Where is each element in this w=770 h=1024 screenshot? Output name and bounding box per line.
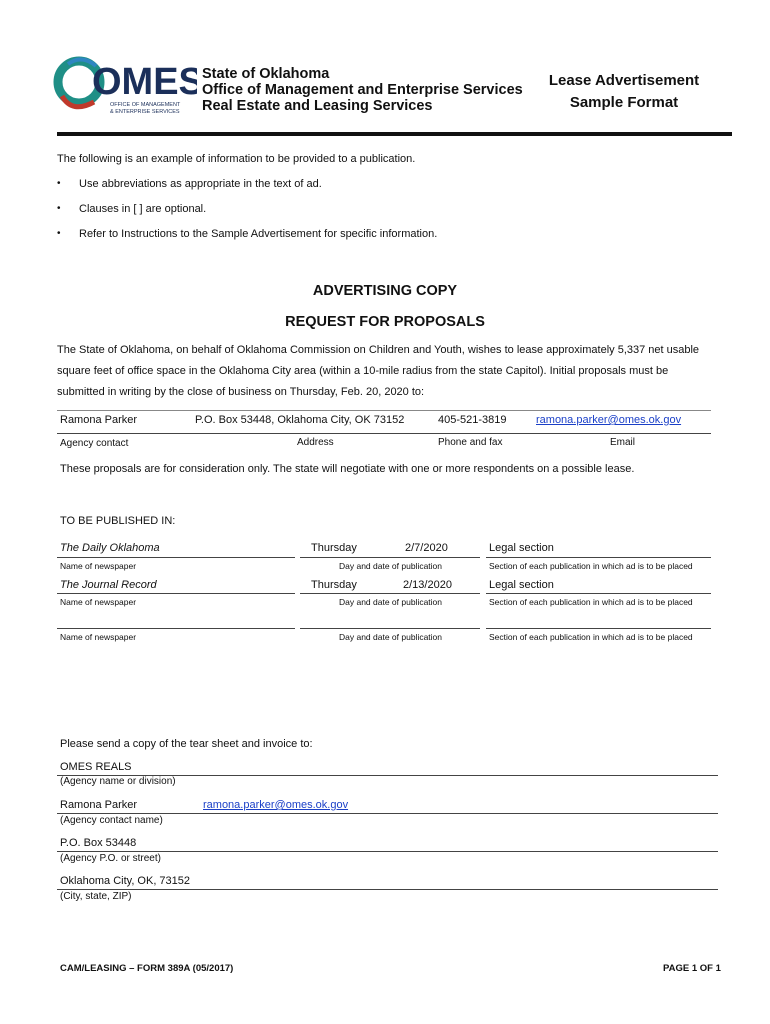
publication-date: 2/13/2020 [403, 579, 452, 591]
label-address: Address [297, 437, 334, 448]
logo-text: OMES [92, 61, 197, 103]
heading-advertising-copy: ADVERTISING COPY [312, 283, 458, 299]
header-line-3: Real Estate and Leasing Services [202, 98, 433, 114]
contact-phone: 405-521-3819 [438, 414, 507, 426]
header-form-title [530, 70, 718, 114]
label-section: Section of each publication in which ad is to be placed [489, 561, 693, 571]
contact-top-rule [57, 410, 711, 411]
date-line [300, 593, 480, 594]
newspaper-name: The Daily Oklahoma [60, 542, 160, 554]
newspaper-line [57, 557, 295, 558]
intro-text: The following is an example of information to be provided to a publication. [57, 153, 416, 165]
footer-page-number: PAGE 1 OF 1 [663, 963, 721, 974]
form-title-line-2: Sample Format [569, 94, 679, 111]
send-city-line [57, 889, 718, 890]
omes-logo-mark [52, 52, 197, 122]
label-email: Email [610, 437, 636, 448]
publish-heading: TO BE PUBLISHED IN: [60, 515, 176, 527]
section-line [486, 557, 711, 558]
send-po-line [57, 851, 718, 852]
footer-form-id: CAM/LEASING – FORM 389A (05/2017) [60, 963, 234, 974]
publication-section: Legal section [489, 579, 554, 591]
omes-logo [52, 52, 197, 122]
label-agency-po: (Agency P.O. or street) [60, 853, 161, 864]
bullet-text: Clauses in [ ] are optional. [79, 203, 207, 215]
contact-address: P.O. Box 53448, Oklahoma City, OK 73152 [195, 414, 405, 426]
header-agency-block [202, 66, 523, 114]
label-newspaper: Name of newspaper [60, 632, 137, 642]
send-contact-email-link[interactable]: ramona.parker@omes.ok.gov [203, 799, 349, 811]
label-city-state-zip: (City, state, ZIP) [60, 891, 132, 902]
date-line [300, 628, 480, 629]
logo-subtext-1: OFFICE OF MANAGEMENT [110, 102, 181, 108]
contact-email-link[interactable]: ramona.parker@omes.ok.gov [536, 414, 682, 426]
label-agency-contact: Agency contact [60, 438, 129, 449]
label-newspaper: Name of newspaper [60, 561, 137, 571]
contact-name: Ramona Parker [60, 414, 138, 426]
logo-subtext-2: & ENTERPRISE SERVICES [110, 109, 180, 115]
send-agency: OMES REALS [60, 761, 132, 773]
section-line [486, 593, 711, 594]
header-divider [57, 132, 732, 136]
header-line-2: Office of Management and Enterprise Services [202, 82, 523, 98]
bullet-text: Use abbreviations as appropriate in the text of ad. [79, 178, 322, 190]
publication-day: Thursday [311, 579, 357, 591]
label-day-date: Day and date of publication [339, 632, 443, 642]
body-line: square feet of office space in the Oklahoma City area (within a 10-mile radius from the state Capitol). Initial proposals must be [57, 365, 669, 377]
header-line-1: State of Oklahoma [202, 66, 330, 82]
send-po: P.O. Box 53448 [60, 837, 137, 849]
heading-request-for-proposals: REQUEST FOR PROPOSALS [285, 314, 485, 330]
newspaper-line [57, 628, 295, 629]
send-contact-line [57, 813, 718, 814]
form-title-line-1: Lease Advertisement [548, 72, 700, 89]
label-day-date: Day and date of publication [339, 561, 443, 571]
label-newspaper: Name of newspaper [60, 597, 137, 607]
publication-section: Legal section [489, 542, 554, 554]
section-line [486, 628, 711, 629]
label-section: Section of each publication in which ad is to be placed [489, 632, 693, 642]
label-agency-contact-name: (Agency contact name) [60, 815, 163, 826]
body-line: submitted in writing by the close of business on Thursday, Feb. 20, 2020 to: [57, 386, 425, 398]
label-agency-name: (Agency name or division) [60, 776, 176, 787]
label-phone-fax: Phone and fax [438, 437, 503, 448]
publication-day: Thursday [311, 542, 357, 554]
label-day-date: Day and date of publication [339, 597, 443, 607]
disclaimer-text: These proposals are for consideration only. The state will negotiate with one or more respondents on a possible lease. [60, 463, 635, 475]
send-contact-name: Ramona Parker [60, 799, 138, 811]
label-section: Section of each publication in which ad is to be placed [489, 597, 693, 607]
newspaper-line [57, 593, 295, 594]
send-city: Oklahoma City, OK, 73152 [60, 875, 191, 887]
publication-date: 2/7/2020 [405, 542, 448, 554]
bullet-dot: • [57, 203, 61, 214]
body-paragraph [57, 340, 732, 403]
body-line: The State of Oklahoma, on behalf of Oklahoma Commission on Children and Youth, wishes to lease approximately 5,337 net usable [57, 344, 700, 356]
newspaper-name: The Journal Record [60, 579, 157, 591]
bullet-text: Refer to Instructions to the Sample Advertisement for specific information. [79, 228, 438, 240]
bullet-dot: • [57, 178, 61, 189]
bullet-dot: • [57, 228, 61, 239]
date-line [300, 557, 480, 558]
contact-bottom-rule [57, 433, 711, 434]
send-copy-instruction: Please send a copy of the tear sheet and invoice to: [60, 738, 313, 750]
